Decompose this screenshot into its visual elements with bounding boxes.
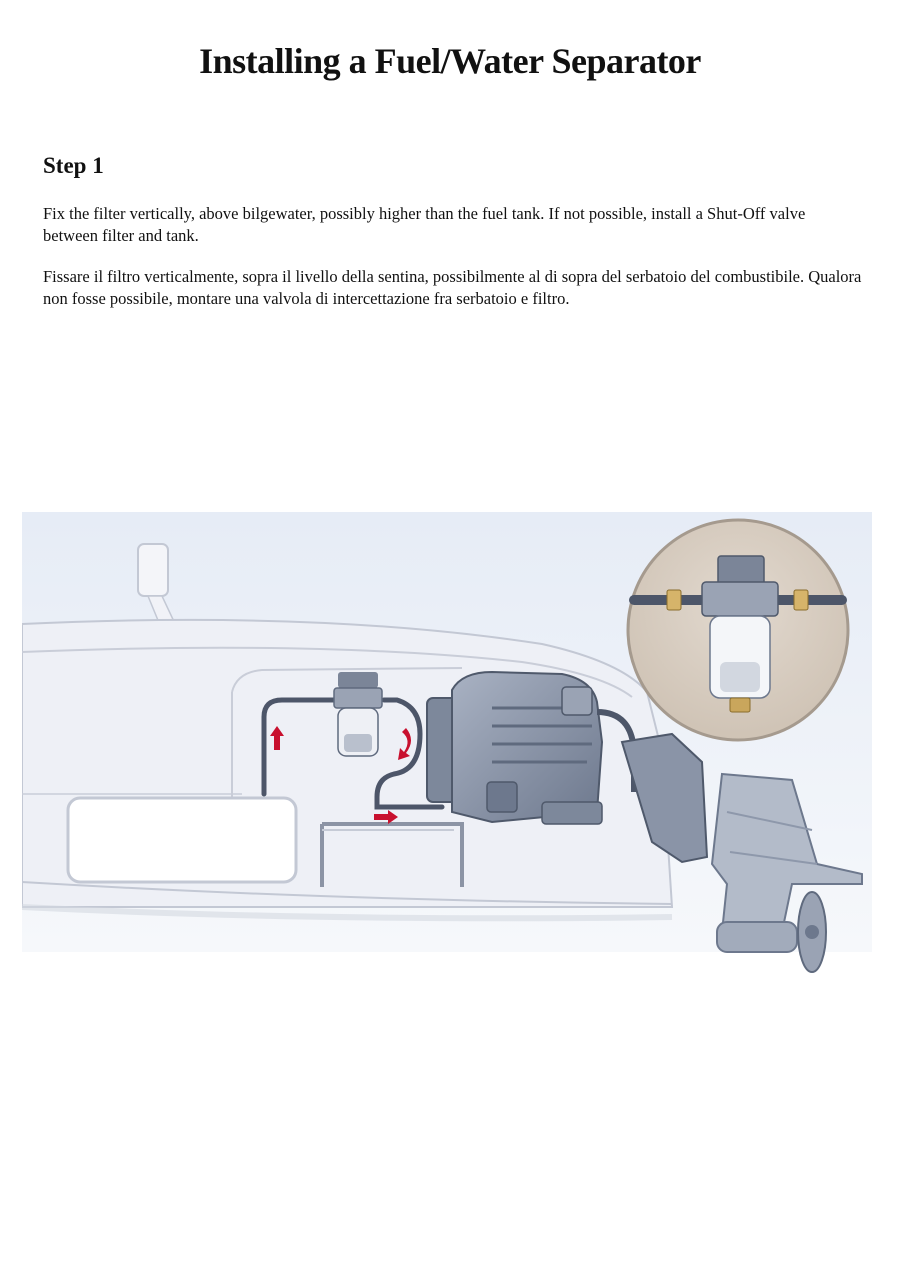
filter-detail-inset — [628, 520, 848, 740]
boat-fuel-system-illustration — [22, 512, 872, 987]
instruction-english: Fix the filter vertically, above bilgewater, possibly higher than the fuel tank. If not possible, install a Shut-Off valve between filter and tank. — [43, 204, 806, 245]
fuel-tank — [68, 798, 296, 882]
fuel-filter — [334, 672, 382, 756]
instruction-italian: Fissare il filtro verticalmente, sopra il livello della sentina, possibilmente al di sopra del serbatoio del combustibile. Qualora non fosse possibile, montare una valvola di intercettazione fra serbatoio e filtro. — [43, 267, 862, 308]
page-title: Installing a Fuel/Water Separator — [199, 41, 701, 81]
step-heading: Step 1 — [43, 153, 104, 178]
